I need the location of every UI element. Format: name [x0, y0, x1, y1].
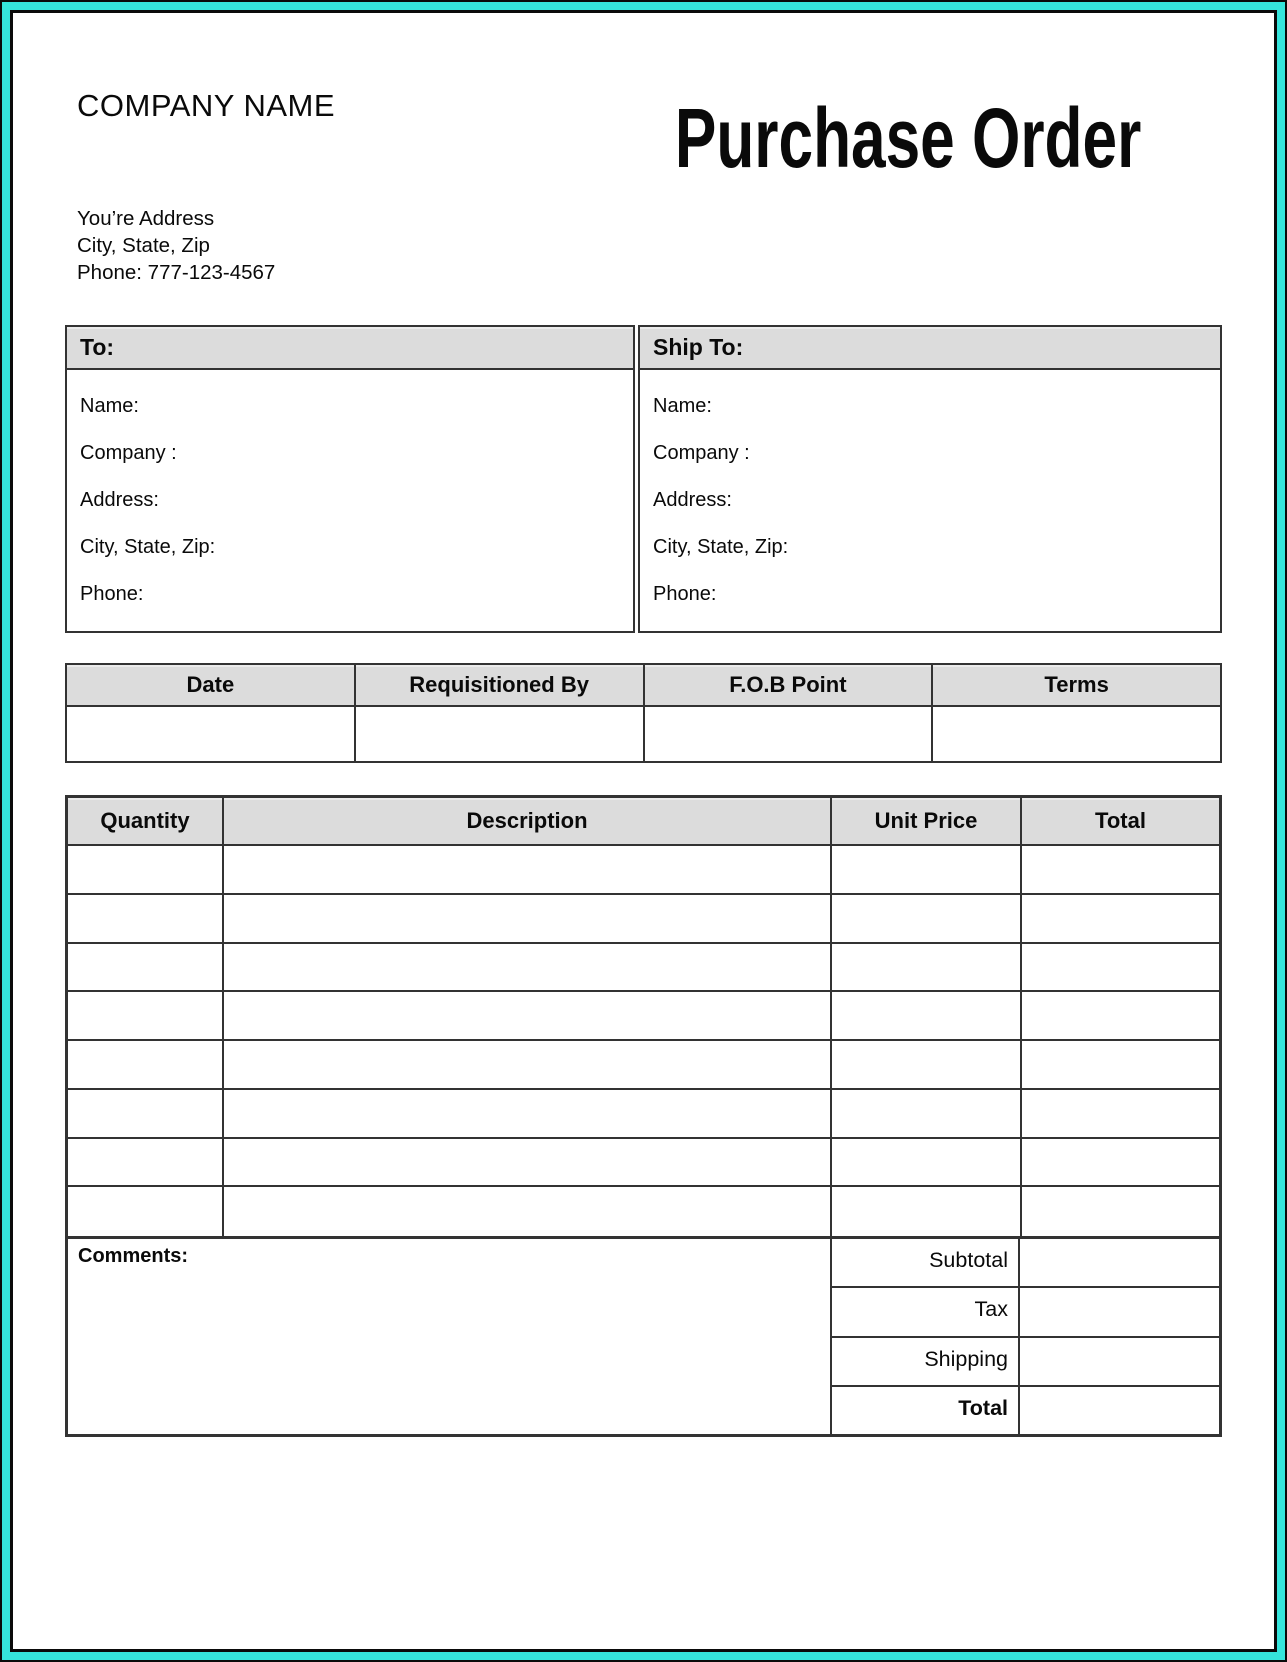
item-total-cell[interactable] — [1022, 895, 1219, 942]
order-header-date: Date — [67, 665, 356, 707]
item-quantity-cell[interactable] — [68, 1139, 224, 1186]
address-line-3: Phone: 777-123-4567 — [77, 261, 276, 284]
item-description-cell[interactable] — [224, 846, 832, 893]
field-label: Name: — [653, 395, 712, 417]
total-row-label: Subtotal — [832, 1239, 1020, 1286]
item-quantity-cell[interactable] — [68, 992, 224, 1039]
total-row-label: Tax — [832, 1288, 1020, 1335]
item-row — [68, 992, 1219, 1041]
items-rows — [68, 846, 1219, 1236]
item-unit-price-cell[interactable] — [832, 1041, 1022, 1088]
items-table — [65, 795, 1222, 1437]
total-row-amount-cell[interactable] — [1020, 1239, 1219, 1286]
totals-table — [832, 1239, 1219, 1434]
item-quantity-cell[interactable] — [68, 1187, 224, 1236]
field-label: Address: — [80, 489, 159, 511]
field-label: Company : — [653, 442, 750, 464]
item-total-cell[interactable] — [1022, 846, 1219, 893]
field-label: City, State, Zip: — [653, 536, 789, 558]
item-row — [68, 1041, 1219, 1090]
items-header-description: Description — [224, 798, 832, 844]
order-value-requisitioned-by[interactable] — [356, 707, 645, 761]
item-unit-price-cell[interactable] — [832, 944, 1022, 991]
total-row-amount-cell[interactable] — [1020, 1387, 1219, 1434]
items-header-quantity: Quantity — [68, 798, 224, 844]
item-total-cell[interactable] — [1022, 1090, 1219, 1137]
order-header-terms: Terms — [933, 665, 1220, 707]
address-line-1: You’re Address — [77, 207, 215, 230]
order-value-date[interactable] — [67, 707, 356, 761]
item-description-cell[interactable] — [224, 1041, 832, 1088]
item-total-cell[interactable] — [1022, 1187, 1219, 1236]
item-quantity-cell[interactable] — [68, 1041, 224, 1088]
items-header-row — [68, 798, 1219, 846]
item-quantity-cell[interactable] — [68, 895, 224, 942]
item-total-cell[interactable] — [1022, 1139, 1219, 1186]
items-header-unit-price: Unit Price — [832, 798, 1022, 844]
item-description-cell[interactable] — [224, 992, 832, 1039]
order-header-fob-point: F.O.B Point — [645, 665, 934, 707]
total-row — [832, 1239, 1219, 1288]
item-unit-price-cell[interactable] — [832, 1139, 1022, 1186]
order-details-table — [65, 663, 1222, 763]
item-quantity-cell[interactable] — [68, 846, 224, 893]
item-unit-price-cell[interactable] — [832, 1090, 1022, 1137]
item-row — [68, 1187, 1219, 1236]
ship-to-panel — [638, 325, 1222, 633]
order-header-requisitioned-by: Requisitioned By — [356, 665, 645, 707]
item-total-cell[interactable] — [1022, 992, 1219, 1039]
field-label: Phone: — [80, 583, 144, 605]
item-row — [68, 944, 1219, 993]
total-row — [832, 1338, 1219, 1387]
order-value-terms[interactable] — [933, 707, 1220, 761]
comments-label: Comments: — [78, 1245, 189, 1267]
ship-to-panel-body[interactable] — [640, 370, 1220, 631]
item-row — [68, 895, 1219, 944]
recipients-section — [65, 325, 1222, 633]
item-description-cell[interactable] — [224, 1090, 832, 1137]
item-description-cell[interactable] — [224, 1187, 832, 1236]
items-header-total: Total — [1095, 808, 1146, 833]
to-panel-header: To: — [67, 327, 633, 370]
field-label: Name: — [80, 395, 139, 417]
item-row — [68, 1139, 1219, 1188]
item-description-cell[interactable] — [224, 944, 832, 991]
total-row — [832, 1387, 1219, 1434]
ship-to-panel-header: Ship To: — [640, 327, 1220, 370]
total-row-label: Total — [832, 1387, 1020, 1434]
address-line-2: City, State, Zip — [77, 234, 210, 257]
document-title: Purchase Order — [674, 91, 1141, 185]
item-quantity-cell[interactable] — [68, 944, 224, 991]
item-row — [68, 1090, 1219, 1139]
item-unit-price-cell[interactable] — [832, 846, 1022, 893]
company-name: COMPANY NAME — [77, 88, 336, 123]
total-row-label: Shipping — [832, 1338, 1020, 1385]
item-row — [68, 846, 1219, 895]
total-row-amount-cell[interactable] — [1020, 1288, 1219, 1335]
total-row — [832, 1288, 1219, 1337]
field-label: City, State, Zip: — [80, 536, 216, 558]
order-details-value-row — [67, 707, 1220, 761]
item-total-cell[interactable] — [1022, 944, 1219, 991]
item-description-cell[interactable] — [224, 895, 832, 942]
item-description-cell[interactable] — [224, 1139, 832, 1186]
order-value-fob-point[interactable] — [645, 707, 934, 761]
order-details-header-row — [67, 665, 1220, 707]
field-label: Address: — [653, 489, 732, 511]
item-unit-price-cell[interactable] — [832, 992, 1022, 1039]
summary-section — [68, 1236, 1219, 1434]
company-address — [77, 205, 275, 286]
total-row-amount-cell[interactable] — [1020, 1338, 1219, 1385]
field-label: Phone: — [653, 583, 717, 605]
item-unit-price-cell[interactable] — [832, 895, 1022, 942]
item-total-cell[interactable] — [1022, 1041, 1219, 1088]
item-unit-price-cell[interactable] — [832, 1187, 1022, 1236]
to-panel — [65, 325, 635, 633]
comments-box[interactable] — [68, 1239, 832, 1434]
field-label: Company : — [80, 442, 177, 464]
item-quantity-cell[interactable] — [68, 1090, 224, 1137]
to-panel-body[interactable] — [67, 370, 633, 631]
